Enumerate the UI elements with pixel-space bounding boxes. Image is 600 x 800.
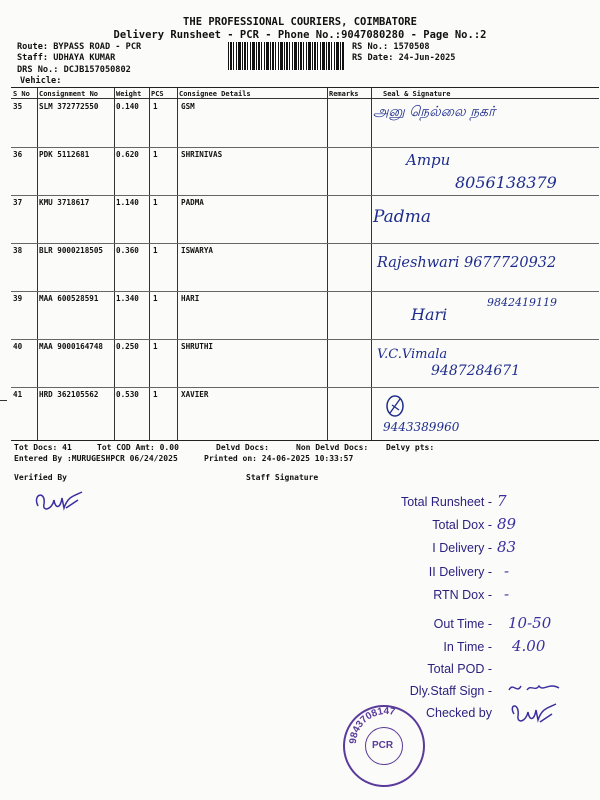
row-weight: 0.250 [116, 342, 139, 351]
delivered-docs: Delvd Docs: [216, 443, 269, 452]
row-consignee: GSM [181, 102, 195, 111]
stamp-total-runsheet: Total Runsheet - [400, 495, 492, 509]
row-consignment: PDK 5112681 [39, 150, 90, 159]
delivery-points: Delvy pts: [386, 443, 435, 452]
row-sno: 35 [13, 102, 23, 111]
row-signature: V.C.Vimala [377, 347, 448, 362]
col-weight: Weight [116, 90, 142, 98]
company-title: THE PROFESSIONAL COURIERS, COIMBATORE [183, 16, 417, 28]
runsheet-table [11, 87, 599, 441]
table-row [11, 147, 599, 196]
stamp-i-delivery: I Delivery - [432, 541, 492, 555]
row-consignment: KMU 3718617 [39, 198, 90, 207]
row-consignment: MAA 9000164748 [39, 342, 104, 351]
stamp-out-time: Out Time - [433, 617, 492, 631]
row-signature-phone: 9443389960 [383, 420, 460, 434]
stamp-rtn-dox-value: - [504, 585, 510, 603]
row-weight: 1.340 [116, 294, 139, 303]
row-sno: 40 [13, 342, 23, 351]
pcr-seal [343, 705, 425, 787]
row-sno: 41 [13, 390, 23, 399]
row-consignment: MAA 600528591 [39, 294, 99, 303]
row-weight: 1.140 [116, 198, 139, 207]
row-consignee: XAVIER [181, 390, 209, 399]
row-pcs: 1 [153, 246, 158, 255]
rs-number: RS No.: 1570508 [352, 42, 430, 52]
row-sno: 38 [13, 246, 23, 255]
total-docs: Tot Docs: 41 [14, 443, 72, 452]
col-sno: S No [13, 90, 30, 98]
drs-number: DRS No.: DCJB157050802 [17, 65, 131, 75]
stamp-total-pod: Total POD - [427, 662, 492, 676]
rs-date: RS Date: 24-Jun-2025 [352, 53, 456, 63]
row-weight: 0.530 [116, 390, 139, 399]
stamp-total-dox-value: 89 [497, 515, 517, 533]
verified-by-label: Verified By [14, 473, 67, 482]
row-consignment: HRD 362105562 [39, 390, 99, 399]
seal-number: 9843708147 [347, 705, 397, 745]
row-consignee: ISWARYA [181, 246, 214, 255]
col-consignment: Consignment No [39, 90, 99, 98]
row-pcs: 1 [153, 102, 158, 111]
table-row [11, 195, 599, 244]
table-row [11, 387, 599, 435]
stamp-checked-by: Checked by [425, 706, 492, 720]
row-signature: Rajeshwari 9677720932 [377, 255, 557, 271]
stamp-ii-delivery-value: - [504, 562, 510, 580]
staff: Staff: UDHAYA KUMAR [17, 53, 116, 63]
stamp-dly-staff-sign: Dly.Staff Sign - [409, 684, 492, 698]
non-delivered-docs: Non Delvd Docs: [296, 443, 369, 452]
row-signature-phone: 9842419119 [487, 296, 557, 309]
table-row [11, 99, 599, 148]
total-cod: Tot COD Amt: 0.00 [97, 443, 179, 452]
row-pcs: 1 [153, 198, 158, 207]
row-sno: 36 [13, 150, 23, 159]
row-sno: 39 [13, 294, 23, 303]
row-pcs: 1 [153, 294, 158, 303]
staff-sign-scribble-icon [505, 678, 565, 698]
margin-mark [0, 400, 7, 401]
row-pcs: 1 [153, 390, 158, 399]
col-consignee: Consignee Details [179, 90, 251, 98]
col-remarks: Remarks [329, 90, 359, 98]
row-consignee: HARI [181, 294, 200, 303]
row-signature: Hari [411, 305, 448, 324]
stamp-in-time: In Time - [443, 640, 492, 654]
stamp-i-delivery-value: 83 [497, 538, 517, 556]
row-pcs: 1 [153, 342, 158, 351]
verifier-signature-icon [30, 486, 86, 520]
row-signature-phone: 8056138379 [455, 173, 557, 192]
row-consignee: PADMA [181, 198, 204, 207]
row-pcs: 1 [153, 150, 158, 159]
vehicle: Vehicle: [20, 76, 62, 86]
printed-on: Printed on: 24-06-2025 10:33:57 [204, 454, 354, 463]
stamp-in-time-value: 4.00 [512, 637, 546, 655]
row-signature-phone: 9487284671 [431, 363, 521, 379]
stamp-ii-delivery: II Delivery - [428, 565, 492, 579]
row-signature: அனு நெல்லை நகர் [373, 104, 496, 120]
entered-by: Entered By :MURUGESHPCR 06/24/2025 [14, 454, 178, 463]
checked-by-signature-icon [508, 700, 568, 730]
row-weight: 0.620 [116, 150, 139, 159]
barcode-image [228, 42, 344, 70]
table-row [11, 243, 599, 292]
row-consignee: SHRUTHI [181, 342, 214, 351]
row-weight: 0.360 [116, 246, 139, 255]
row-signature: Padma [373, 207, 431, 227]
stamp-rtn-dox: RTN Dox - [433, 588, 492, 602]
row-consignee: SHRINIVAS [181, 150, 223, 159]
row-signature: Ampu [406, 151, 451, 169]
staff-signature-label: Staff Signature [246, 473, 319, 482]
stamp-out-time-value: 10-50 [508, 614, 552, 632]
col-pcs: PCS [151, 90, 164, 98]
row-consignment: BLR 9000218505 [39, 246, 104, 255]
row-weight: 0.140 [116, 102, 139, 111]
col-seal-signature: Seal & Signature [383, 90, 451, 98]
stamp-total-dox: Total Dox - [432, 518, 492, 532]
route: Route: BYPASS ROAD - PCR [17, 42, 142, 52]
stamp-total-runsheet-value: 7 [497, 492, 507, 510]
runsheet-subtitle: Delivery Runsheet - PCR - Phone No.:9047080280 - Page No.:2 [113, 29, 487, 41]
row-consignment: SLM 372772550 [39, 102, 99, 111]
signature-scribble-icon [383, 393, 407, 421]
table-row [11, 339, 599, 388]
table-row [11, 291, 599, 340]
seal-text: PCR [372, 740, 394, 751]
row-sno: 37 [13, 198, 23, 207]
